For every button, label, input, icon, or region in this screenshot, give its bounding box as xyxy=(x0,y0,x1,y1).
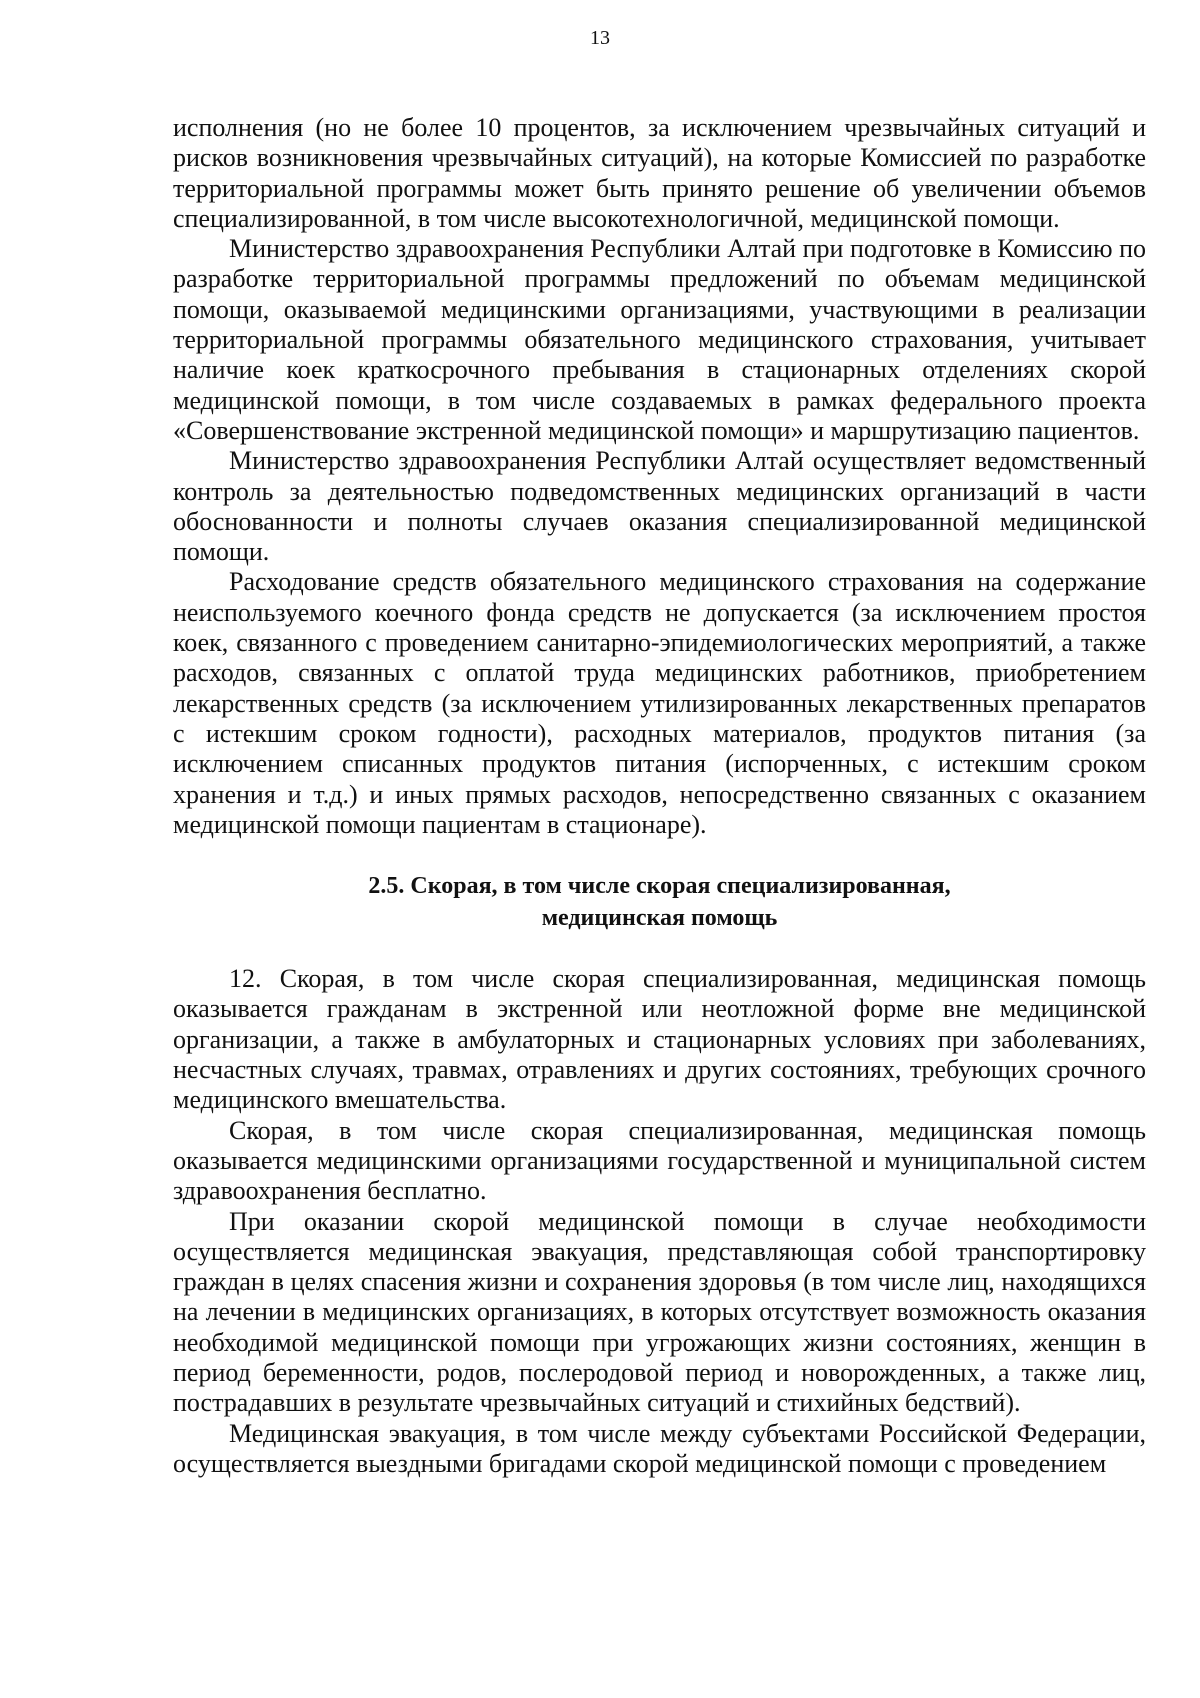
paragraph: При оказании скорой медицинской помощи в случае необходимости осуществляется медицинская эвакуация, представляющая собой транспортировку граждан в целях спасения жизни и сохранения здоровья (в том числе лиц, находящихся на лечении в медицинских организациях, в которых отсутствует возможность оказания необходимой медицинской помощи при угрожающих жизни состояниях, женщин в период беременности, родов, послеродовой период и новорожденных, а также лиц, пострадавших в результате чрезвычайных ситуаций и стихийных бедствий). xyxy=(173,1206,1146,1418)
section-heading-line-2: медицинская помощь xyxy=(541,905,778,932)
paragraph: Расходование средств обязательного медицинского страхования на содержание неиспользуемого коечного фонда средств не допускается (за исключением простоя коек, связанного с проведением санитарно-эпидемиологических мероприятий, а также расходов, связанных с оплатой труда медицинских работников, приобретением лекарственных средств (за исключением утилизированных лекарственных препаратов с истекшим сроком годности), расходных материалов, продуктов питания (за исключением списанных продуктов питания (испорченных, с истекшим сроком хранения и т.д.) и иных прямых расходов, непосредственно связанных с оказанием медицинской помощи пациентам в стационаре). xyxy=(173,567,1146,839)
paragraph: Министерство здравоохранения Республики Алтай осуществляет ведомственный контроль за деятельностью подведомственных медицинских организаций в части обоснованности и полноты случаев оказания специализированной медицинской помощи. xyxy=(173,446,1146,567)
paragraph: Медицинская эвакуация, в том числе между субъектами Российской Федерации, осуществляется выездными бригадами скорой медицинской помощи с проведением xyxy=(173,1418,1146,1478)
section-heading-line-1: 2.5. Скорая, в том числе скорая специализированная, xyxy=(368,873,951,900)
paragraph-continuation: исполнения (но не более 10 процентов, за исключением чрезвычайных ситуаций и рисков возникновения чрезвычайных ситуаций), на которые Комиссией по разработке территориальной программы может быть принято решение об увеличении объемов специализированной, в том числе высокотехнологичной, медицинской помощи. xyxy=(173,113,1146,233)
document-body xyxy=(173,113,1146,1479)
page-number: 13 xyxy=(590,27,610,49)
section-heading xyxy=(173,870,1146,934)
paragraph: Скорая, в том числе скорая специализированная, медицинская помощь оказывается медицинскими организациями государственной и муниципальной систем здравоохранения бесплатно. xyxy=(173,1115,1146,1206)
paragraph: 12. Скорая, в том числе скорая специализированная, медицинская помощь оказывается гражданам в экстренной или неотложной форме вне медицинской организации, а также в амбулаторных и стационарных условиях при заболеваниях, несчастных случаях, травмах, отравлениях и других состояниях, требующих срочного медицинского вмешательства. xyxy=(173,964,1146,1115)
paragraph: Министерство здравоохранения Республики Алтай при подготовке в Комиссию по разработке территориальной программы предложений по объемам медицинской помощи, оказываемой медицинскими организациями, участвующими в реализации территориальной программы обязательного медицинского страхования, учитывает наличие коек краткосрочного пребывания в стационарных отделениях скорой медицинской помощи, в том числе создаваемых в рамках федерального проекта «Совершенствование экстренной медицинской помощи» и маршрутизацию пациентов. xyxy=(173,234,1146,445)
